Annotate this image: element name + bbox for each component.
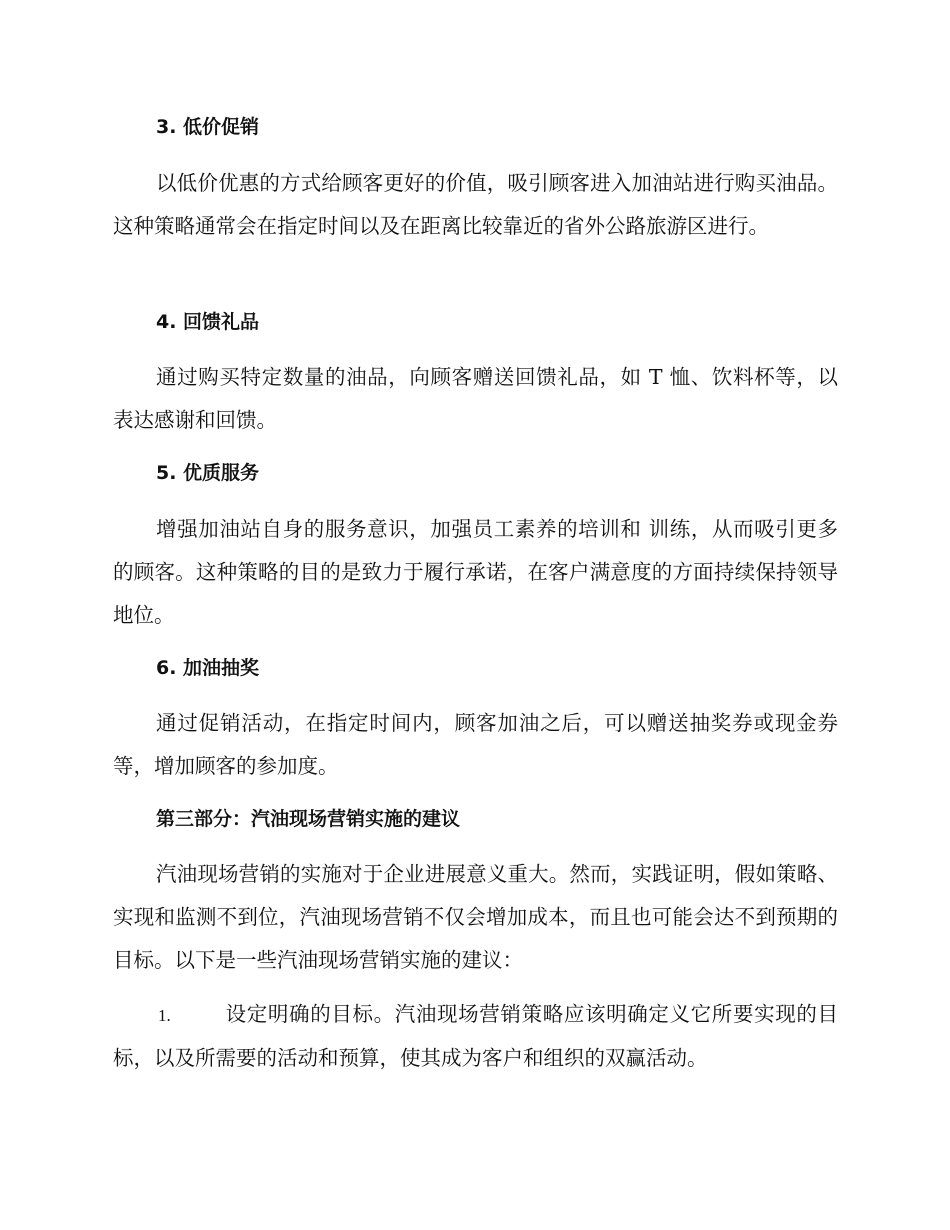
section-paragraph-lottery: 通过促销活动，在指定时间内，顾客加油之后，可以赠送抽奖券或现金券等，增加顾客的参加度。 (113, 711, 838, 778)
section-heading-lottery: 6. 加油抽奖 (156, 657, 260, 679)
section-heading-service: 5. 优质服务 (156, 462, 260, 484)
list-item-number: 1. (158, 1006, 171, 1025)
section-paragraph-service: 增强加油站自身的服务意识，加强员工素养的培训和 训练，从而吸引更多的顾客。这种策略的目的是致力于履行承诺，在客户满意度的方面持续保持领导地位。 (113, 517, 838, 627)
list-item-text: 设定明确的目标。汽油现场营销策略应该明确定义它所要实现的目标，以及所需要的活动和预算，使其成为客户和组织的双赢活动。 (113, 1002, 838, 1070)
section-heading-gifts: 4. 回馈礼品 (156, 311, 260, 333)
part-three-paragraph: 汽油现场营销的实施对于企业进展意义重大。然而，实践证明，假如策略、实现和监测不到位，汽油现场营销不仅会增加成本，而且也可能会达不到预期的目标。以下是一些汽油现场营销实施的建议： (113, 862, 838, 972)
section-paragraph-gifts: 通过购买特定数量的油品，向顾客赠送回馈礼品，如 T 恤、饮料杯等，以表达感谢和回馈。 (113, 365, 838, 432)
section-paragraph-low-price: 以低价优惠的方式给顾客更好的价值，吸引顾客进入加油站进行购买油品。这种策略通常会在指定时间以及在距离比较靠近的省外公路旅游区进行。 (113, 171, 838, 238)
part-three-heading: 第三部分：汽油现场营销实施的建议 (156, 808, 461, 830)
section-heading-low-price: 3. 低价促销 (156, 116, 260, 138)
list-item (113, 993, 838, 1080)
